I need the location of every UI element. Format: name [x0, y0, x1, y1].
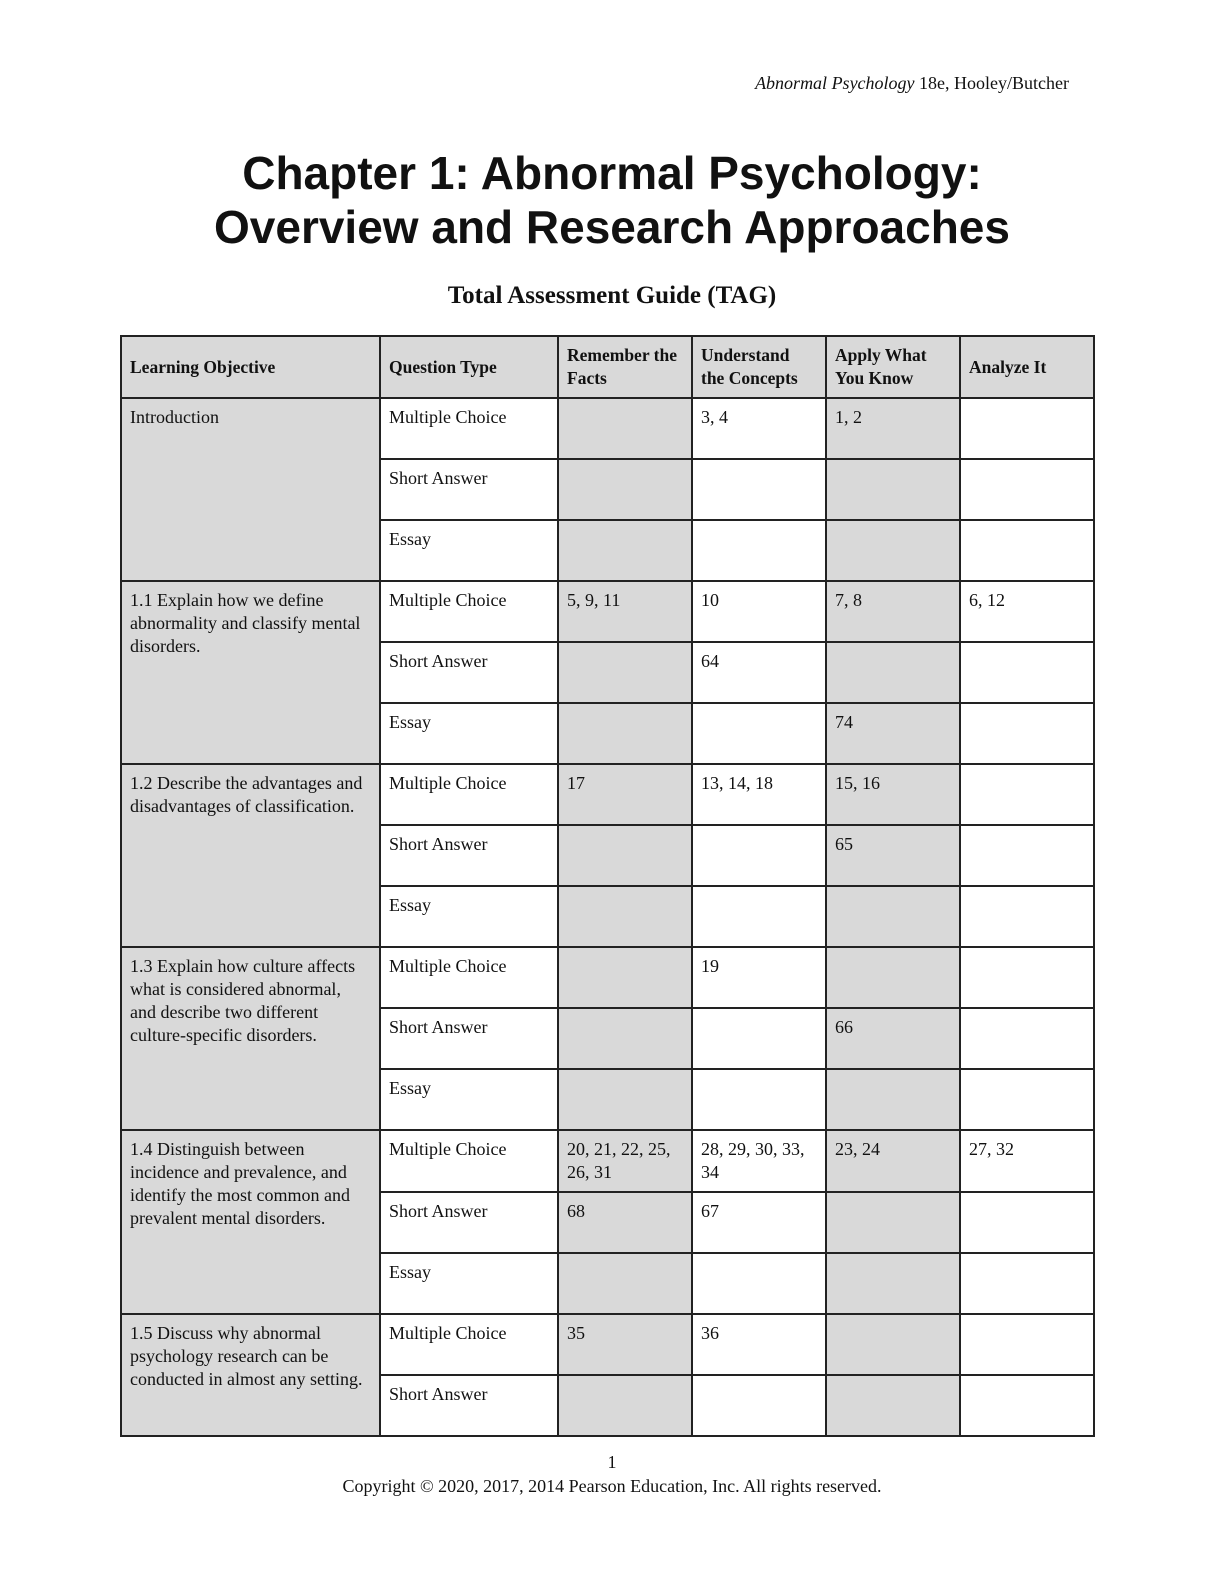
type-cell: Short Answer: [380, 1375, 558, 1436]
remember-cell: [558, 886, 692, 947]
apply-cell: [826, 1314, 960, 1375]
analyze-cell: [960, 1253, 1094, 1314]
understand-cell: [692, 886, 826, 947]
remember-cell: [558, 1069, 692, 1130]
remember-cell: [558, 1008, 692, 1069]
apply-cell: 15, 16: [826, 764, 960, 825]
remember-cell: 35: [558, 1314, 692, 1375]
understand-cell: [692, 1253, 826, 1314]
remember-cell: [558, 398, 692, 459]
type-cell: Multiple Choice: [380, 1314, 558, 1375]
remember-cell: 20, 21, 22, 25, 26, 31: [558, 1130, 692, 1192]
understand-cell: [692, 1375, 826, 1436]
table-row: [121, 398, 1094, 459]
col-header-objective: Learning Objective: [121, 336, 380, 398]
understand-cell: 3, 4: [692, 398, 826, 459]
col-header-analyze: Analyze It: [960, 336, 1094, 398]
edition-authors: 18e, Hooley/Butcher: [914, 73, 1069, 93]
apply-cell: 7, 8: [826, 581, 960, 642]
objective-cell: 1.1 Explain how we define abnormality and classify mental disorders.: [121, 581, 380, 764]
apply-cell: 23, 24: [826, 1130, 960, 1192]
analyze-cell: [960, 1375, 1094, 1436]
assessment-table: [120, 335, 1095, 1437]
type-cell: Short Answer: [380, 459, 558, 520]
understand-cell: [692, 1069, 826, 1130]
remember-cell: 68: [558, 1192, 692, 1253]
col-header-understand: Understand the Concepts: [692, 336, 826, 398]
apply-cell: [826, 1192, 960, 1253]
remember-cell: 5, 9, 11: [558, 581, 692, 642]
analyze-cell: [960, 886, 1094, 947]
understand-cell: 13, 14, 18: [692, 764, 826, 825]
chapter-title: [0, 146, 1224, 254]
col-header-remember: Remember the Facts: [558, 336, 692, 398]
type-cell: Short Answer: [380, 1192, 558, 1253]
running-header: [755, 73, 1069, 94]
analyze-cell: [960, 1069, 1094, 1130]
chapter-title-line1: Chapter 1: Abnormal Psychology:: [242, 147, 982, 199]
apply-cell: 74: [826, 703, 960, 764]
page-number: 1: [607, 1452, 617, 1472]
objective-cell: 1.3 Explain how culture affects what is considered abnormal, and describe two different culture-specific disorders.: [121, 947, 380, 1130]
understand-cell: 64: [692, 642, 826, 703]
apply-cell: [826, 459, 960, 520]
table-row: [121, 764, 1094, 825]
analyze-cell: [960, 642, 1094, 703]
table-header-row: [121, 336, 1094, 398]
analyze-cell: [960, 764, 1094, 825]
analyze-cell: [960, 1008, 1094, 1069]
apply-cell: [826, 1253, 960, 1314]
understand-cell: 28, 29, 30, 33, 34: [692, 1130, 826, 1192]
analyze-cell: [960, 1192, 1094, 1253]
type-cell: Essay: [380, 1253, 558, 1314]
understand-cell: [692, 1008, 826, 1069]
remember-cell: [558, 642, 692, 703]
type-cell: Multiple Choice: [380, 764, 558, 825]
type-cell: Multiple Choice: [380, 581, 558, 642]
table-body: [121, 398, 1094, 1436]
remember-cell: [558, 947, 692, 1008]
apply-cell: [826, 1375, 960, 1436]
understand-cell: [692, 459, 826, 520]
type-cell: Short Answer: [380, 825, 558, 886]
analyze-cell: [960, 703, 1094, 764]
type-cell: Essay: [380, 886, 558, 947]
table-row: [121, 1314, 1094, 1375]
table-row: [121, 1130, 1094, 1192]
apply-cell: [826, 1069, 960, 1130]
understand-cell: [692, 825, 826, 886]
type-cell: Multiple Choice: [380, 1130, 558, 1192]
remember-cell: [558, 1253, 692, 1314]
analyze-cell: [960, 459, 1094, 520]
col-header-type: Question Type: [380, 336, 558, 398]
table-row: [121, 581, 1094, 642]
col-header-apply: Apply What You Know: [826, 336, 960, 398]
analyze-cell: [960, 398, 1094, 459]
apply-cell: [826, 947, 960, 1008]
copyright-notice: Copyright © 2020, 2017, 2014 Pearson Education, Inc. All rights reserved.: [342, 1476, 882, 1496]
table-row: [121, 947, 1094, 1008]
analyze-cell: [960, 1314, 1094, 1375]
objective-cell: 1.5 Discuss why abnormal psychology research can be conducted in almost any setting.: [121, 1314, 380, 1436]
remember-cell: [558, 825, 692, 886]
remember-cell: [558, 703, 692, 764]
type-cell: Short Answer: [380, 642, 558, 703]
remember-cell: [558, 1375, 692, 1436]
objective-cell: 1.2 Describe the advantages and disadvantages of classification.: [121, 764, 380, 947]
understand-cell: 19: [692, 947, 826, 1008]
apply-cell: [826, 886, 960, 947]
understand-cell: [692, 703, 826, 764]
chapter-title-line2: Overview and Research Approaches: [214, 201, 1010, 253]
analyze-cell: [960, 825, 1094, 886]
type-cell: Essay: [380, 1069, 558, 1130]
apply-cell: 65: [826, 825, 960, 886]
analyze-cell: 6, 12: [960, 581, 1094, 642]
remember-cell: [558, 520, 692, 581]
type-cell: Multiple Choice: [380, 398, 558, 459]
analyze-cell: 27, 32: [960, 1130, 1094, 1192]
understand-cell: [692, 520, 826, 581]
objective-cell: 1.4 Distinguish between incidence and prevalence, and identify the most common and prevalent mental disorders.: [121, 1130, 380, 1314]
apply-cell: [826, 642, 960, 703]
guide-subtitle: Total Assessment Guide (TAG): [447, 282, 777, 309]
analyze-cell: [960, 947, 1094, 1008]
type-cell: Essay: [380, 520, 558, 581]
understand-cell: 67: [692, 1192, 826, 1253]
apply-cell: [826, 520, 960, 581]
objective-cell: Introduction: [121, 398, 380, 581]
apply-cell: 66: [826, 1008, 960, 1069]
type-cell: Short Answer: [380, 1008, 558, 1069]
type-cell: Essay: [380, 703, 558, 764]
remember-cell: 17: [558, 764, 692, 825]
understand-cell: 10: [692, 581, 826, 642]
analyze-cell: [960, 520, 1094, 581]
type-cell: Multiple Choice: [380, 947, 558, 1008]
understand-cell: 36: [692, 1314, 826, 1375]
apply-cell: 1, 2: [826, 398, 960, 459]
remember-cell: [558, 459, 692, 520]
book-title: Abnormal Psychology: [755, 73, 915, 93]
